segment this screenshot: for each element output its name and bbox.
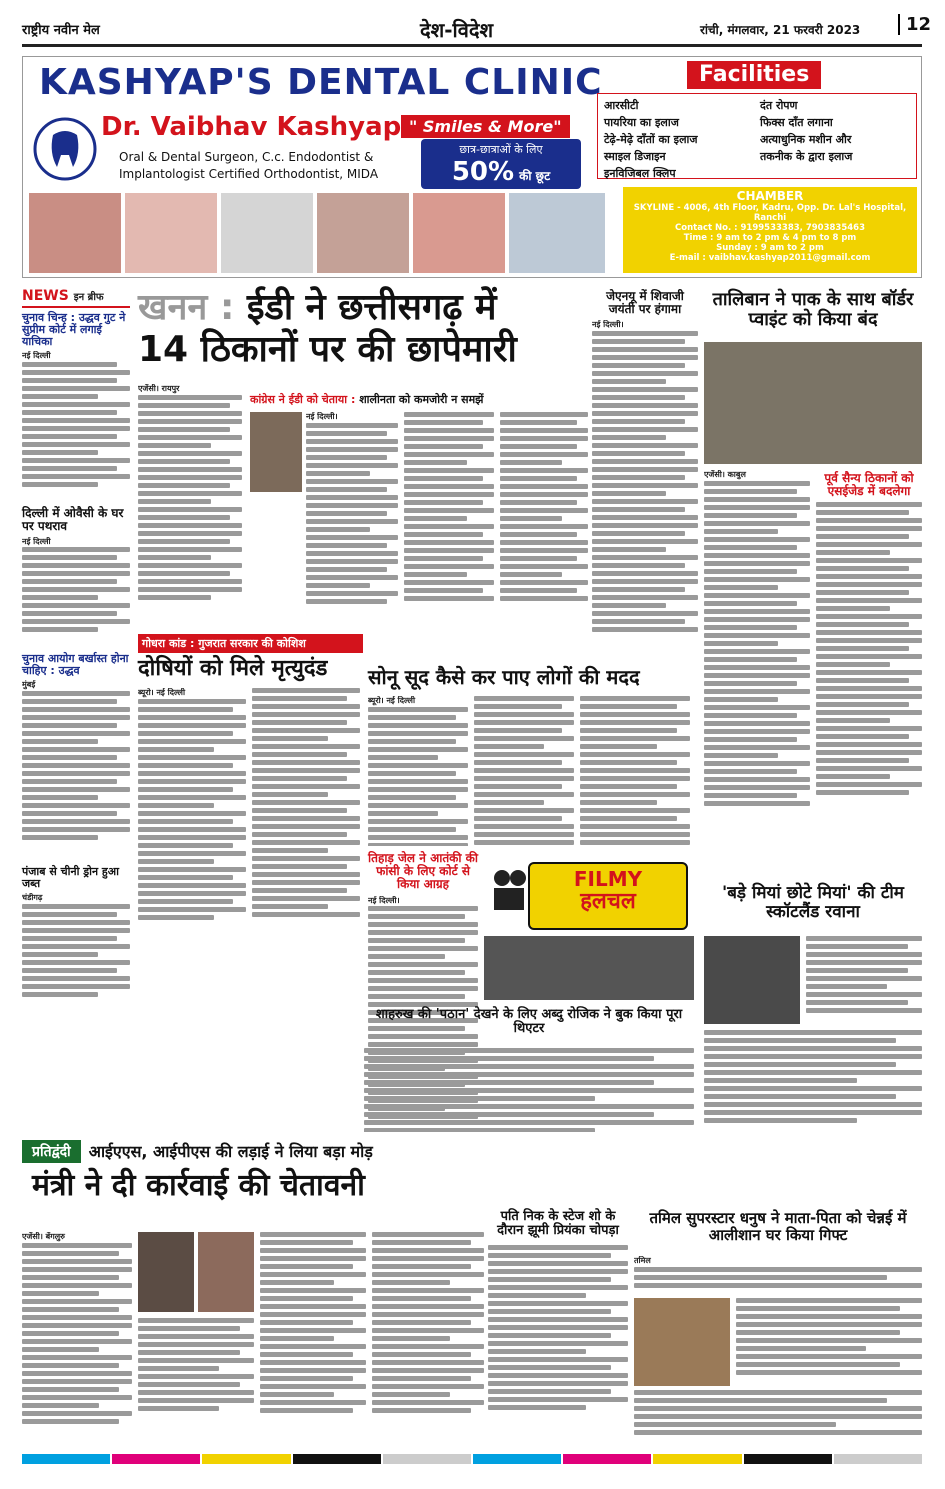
dateline: रांची, मंगलवार, 21 फरवरी 2023	[700, 23, 861, 37]
masthead-rule	[22, 44, 922, 47]
dhanush-story: तमिल सुपरस्टार धनुष ने माता-पिता को चेन्नई में आलीशान घर किया गिफ्ट तमिल	[634, 1210, 922, 1440]
sonu-story: सोनू सूद कैसे कर पाए लोगों की मदद ब्यूरो। नई दिल्ली	[368, 666, 693, 846]
border-crowd-photo	[704, 342, 922, 464]
karnataka-kicker-row: प्रतिद्वंदी आईएएस, आईपीएस की लड़ाई ने लिया बड़ा मोड़	[22, 1140, 484, 1163]
newspaper-logo: राष्ट्रीय नवीन मेल	[22, 23, 100, 38]
lead-col-2: नई दिल्ली।	[306, 412, 398, 622]
doctor-name: Dr. Vaibhav Kashyap	[101, 112, 402, 142]
tihar-headline: तिहाड़ जेल ने आतंकी की फांसी के लिए कोर्ट से किया आग्रह	[368, 851, 479, 892]
ips-officer-photo	[198, 1232, 254, 1312]
lead-story	[138, 288, 588, 628]
dhanush-family-photo	[634, 1298, 730, 1386]
ias-officer-photo	[138, 1232, 194, 1312]
tagline: " Smiles & More"	[401, 115, 570, 138]
brief-item: चुनाव चिन्ह : उद्धव गुट ने सुप्रीम कोर्ट में लगाई याचिका नई दिल्ली	[22, 312, 130, 501]
lead-col-1: एजेंसी। रायपुर	[138, 384, 242, 624]
filmy-logo: FILMY हलचल	[528, 862, 688, 930]
congress-leader-photo	[250, 412, 302, 492]
clinic-name: KASHYAP'S DENTAL CLINIC	[39, 62, 603, 103]
lead-headline-2: 14 ठिकानों पर की छापेमारी	[138, 328, 517, 370]
facilities-title: Facilities	[687, 61, 821, 89]
masthead	[0, 0, 945, 48]
shahrukh-photo	[484, 936, 694, 1000]
student-offer: छात्र-छात्राओं के लिए 50% की छूट	[421, 139, 581, 189]
bade-miyan-headline: 'बड़े मियां छोटे मियां' की टीम स्कॉटलैंड रवाना	[722, 883, 904, 922]
dhanush-headline: तमिल सुपरस्टार धनुष ने माता-पिता को चेन्नई में आलीशान घर किया गिफ्ट	[649, 1209, 907, 1244]
sonu-headline: सोनू सूद कैसे कर पाए लोगों की मदद	[368, 665, 640, 689]
tooth-logo-icon	[29, 113, 101, 185]
lead-headline: खनन : ईडी ने छत्तीसगढ़ में	[138, 287, 497, 328]
taliban-headline: तालिबान ने पाक के साथ बॉर्डर प्वाइंट को किया बंद	[712, 289, 914, 330]
lead-col-4	[500, 412, 588, 622]
chamber-box: CHAMBER SKYLINE - 4006, 4th Floor, Kadru, Opp. Dr. Lal's Hospital, Ranchi Contact No. : 9199533383, 7903835463 Time : 9 am to 2 pm & 4 pm to 8 pm Sunday : 9 am to 2 pm E-mail : vaibhav.kashyap2011@gmail.com	[623, 187, 917, 273]
godhra-headline: दोषियों को मिले मृत्युदंड	[138, 656, 328, 681]
jnu-headline: जेएनयू में शिवाजी जयंती पर हंगामा	[606, 289, 684, 317]
bade-miyan-story	[704, 884, 922, 1134]
taliban-story: तालिबान ने पाक के साथ बॉर्डर प्वाइंट को किया बंद एजेंसी। काबुल पूर्व सैन्य ठिकानों को एसईजेड में बदलेगा	[704, 290, 922, 850]
godhra-story: गोधरा कांड : गुजरात सरकार की कोशिश दोषियों को मिले मृत्युदंड ब्यूरो। नई दिल्ली	[138, 634, 363, 934]
godhra-kicker: गोधरा कांड : गुजरात सरकार की कोशिश	[138, 634, 363, 653]
film-camera-icon	[490, 868, 530, 916]
brief-item: चुनाव आयोग बर्खास्त होना चाहिए : उद्धव मुंबई	[22, 653, 130, 860]
news-brief-column	[22, 288, 130, 908]
brief-item: पंजाब से चीनी ड्रोन हुआ जब्त चंडीगढ़	[22, 866, 130, 1013]
facilities-list: आरसीटी दंत रोपण पायरिया का इलाज फिक्स दाँत लगाना टेढ़े-मेढ़े दाँतों का इलाज अत्याधुनिक मशीन और स्माइल डिजाइन तकनीक के द्वारा इलाज इनविजिबल क्लिप	[597, 93, 917, 179]
akshay-tiger-photo	[704, 936, 800, 1024]
congress-subhead: कांग्रेस ने ईडी को चेताया : शालीनता को कमजोरी न समझें	[250, 393, 484, 406]
pak-sez-box: पूर्व सैन्य ठिकानों को एसईजेड में बदलेगा	[816, 472, 922, 842]
filmy-headline: शाहरुख की 'पठान' देखने के लिए अब्दु रोजिक ने बुक किया पूरा थिएटर	[375, 1007, 683, 1037]
qualifications: Oral & Dental Surgeon, C.c. Endodontist & Implantologist Certified Orthodontist, MIDA	[119, 150, 379, 181]
tihar-story: तिहाड़ जेल ने आतंकी की फांसी के लिए कोर्ट से किया आग्रह नई दिल्ली।	[368, 852, 478, 1137]
jnu-story: जेएनयू में शिवाजी जयंती पर हंगामा नई दिल्ली।	[592, 290, 698, 650]
priyanka-headline: पति निक के स्टेज शो के दौरान झूमी प्रियंका चोपड़ा	[497, 1209, 619, 1239]
karnataka-headline: मंत्री ने दी कार्रवाई की चेतावनी	[32, 1168, 365, 1203]
priyanka-story	[488, 1210, 628, 1440]
karnataka-story: प्रतिद्वंदी आईएएस, आईपीएस की लड़ाई ने लिया बड़ा मोड़ मंत्री ने दी कार्रवाई की चेतावनी एजेंसी। बेंगलुरु	[22, 1140, 484, 1440]
brief-label: NEWS इन ब्रीफ	[22, 288, 104, 304]
dental-ad	[22, 56, 922, 278]
brief-item: दिल्ली में ओवैसी के घर पर पथराव नई दिल्ली	[22, 507, 130, 646]
page-number: 12	[898, 14, 931, 35]
section-title: देश-विदेश	[420, 18, 494, 42]
color-registration-bar	[22, 1454, 922, 1464]
lead-col-3	[404, 412, 494, 622]
teeth-photos	[29, 193, 609, 273]
